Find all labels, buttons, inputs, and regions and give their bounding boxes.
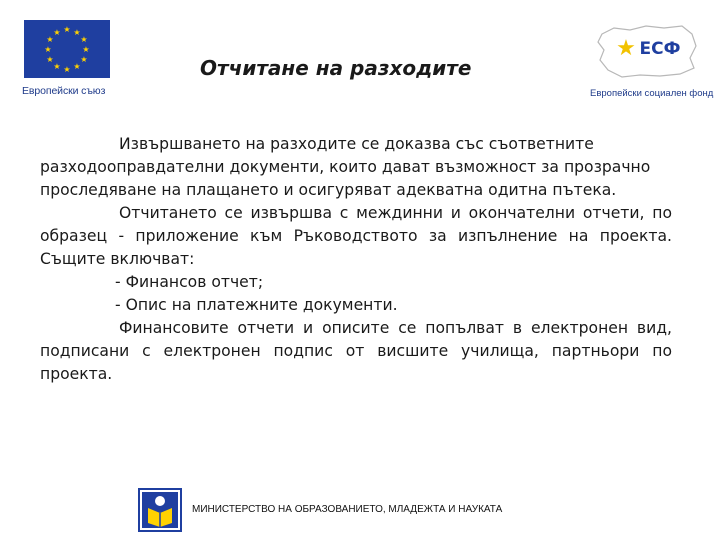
paragraph-3: Финансовите отчети и описите се попълват в електронен вид, подписани с електронен подпис от висшите училища, партньори по проекта.	[40, 319, 672, 383]
ministry-name: МИНИСТЕРСТВО НА ОБРАЗОВАНИЕТО, МЛАДЕЖТА И НАУКАТА	[192, 504, 503, 515]
page-title: Отчитане на разходите	[200, 56, 472, 80]
paragraph-1: Извършването на разходите се доказва със съответните разходооправдателни документи, които дават възможност за прозрачно проследяване на плащането и осигуряват адекватна одитна пътека.	[40, 135, 651, 199]
svg-text:★: ★	[73, 62, 81, 71]
svg-text:★: ★	[63, 25, 71, 34]
svg-text:★: ★	[53, 62, 61, 71]
paragraph-2: Отчитането се извършва с междинни и окончателни отчети, по образец - приложение към Ръководството за изпълнение на проекта. Същите включват:	[40, 204, 672, 268]
esf-map-icon	[590, 20, 710, 82]
svg-text:★: ★	[63, 65, 71, 74]
body-text	[40, 133, 672, 386]
svg-text:★: ★	[616, 36, 636, 61]
svg-text:★: ★	[82, 45, 90, 54]
esf-logo	[590, 20, 714, 99]
esf-logo-text: ЕСФ	[639, 39, 681, 59]
list-item: - Опис на платежните документи.	[115, 296, 398, 314]
svg-text:★: ★	[46, 55, 54, 64]
ministry-footer	[138, 488, 532, 532]
list-item: - Финансов отчет;	[115, 273, 264, 291]
svg-text:★: ★	[80, 55, 88, 64]
svg-text:★: ★	[53, 28, 61, 37]
eu-logo	[22, 20, 112, 97]
svg-text:★: ★	[44, 45, 52, 54]
eu-flag-icon	[24, 20, 110, 78]
svg-text:★: ★	[46, 35, 54, 44]
ministry-logo-icon	[138, 488, 182, 532]
esf-logo-caption: Европейски социален фонд	[590, 88, 714, 99]
svg-text:★: ★	[73, 28, 81, 37]
eu-logo-caption: Европейски съюз	[22, 85, 106, 97]
svg-text:★: ★	[80, 35, 88, 44]
